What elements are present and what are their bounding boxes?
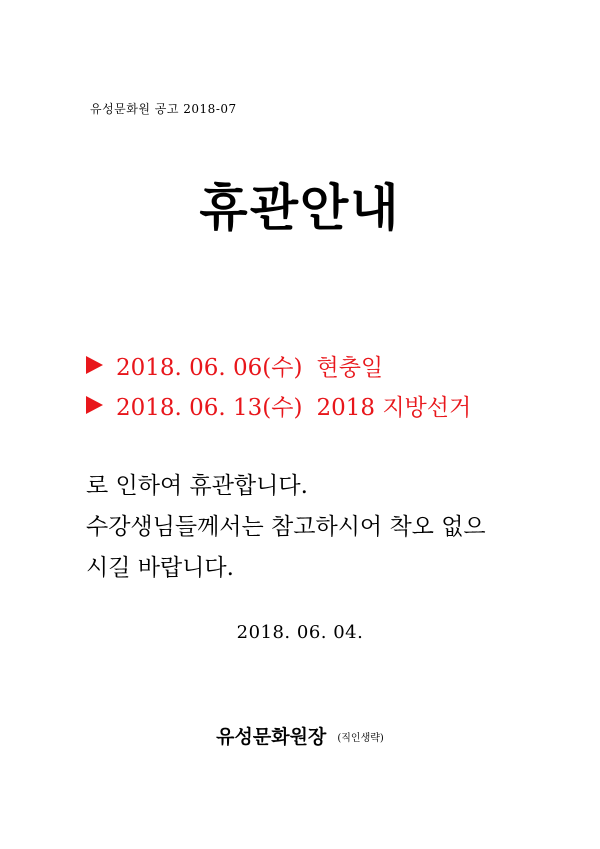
closure-date: 2018. 06. 13(수) [116,394,303,421]
arrow-right-icon [86,396,103,414]
signer-title: 유성문화원장 [216,726,327,748]
page-title: 휴관안내 [199,178,401,237]
arrow-right-icon [86,356,103,374]
closure-item [86,387,471,423]
closure-reason: 2018 지방선거 [316,394,472,421]
closure-reason: 현충일 [316,354,384,381]
notice-message [86,466,486,589]
issue-date: 2018. 06. 04. [236,622,364,643]
closure-item [86,347,471,383]
message-line: 수강생님들께서는 참고하시어 착오 없으 [86,514,486,540]
closure-date: 2018. 06. 06(수) [116,354,303,381]
closure-list [86,347,471,427]
message-line: 시길 바랍니다. [86,555,234,581]
signature [0,722,600,749]
message-line: 로 인하여 휴관합니다. [86,473,308,499]
notice-number: 유성문화원 공고 2018-07 [90,102,237,116]
seal-omitted-note: (직인생략) [337,733,384,744]
